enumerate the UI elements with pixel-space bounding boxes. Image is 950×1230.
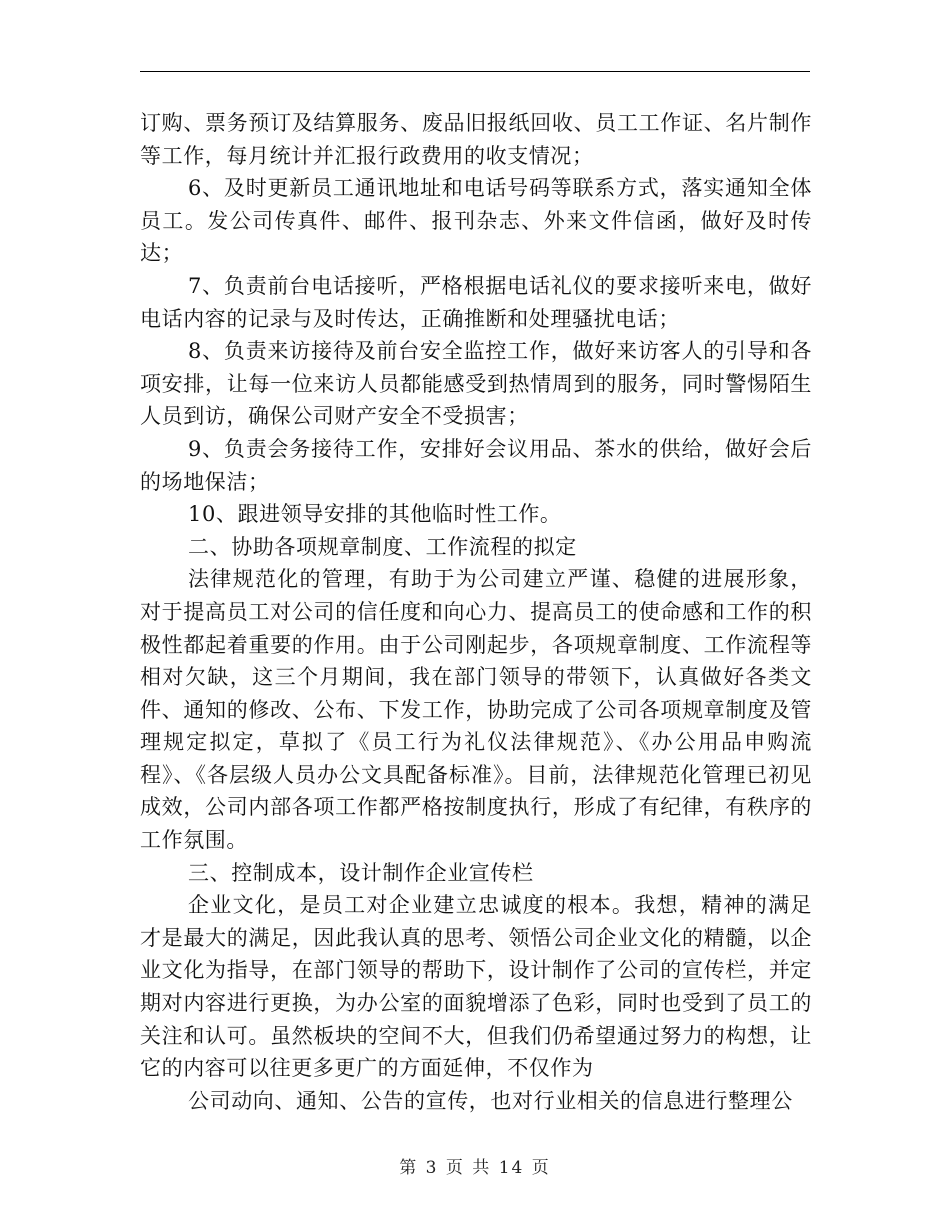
section-heading-3: 三、控制成本，设计制作企业宣传栏 — [188, 860, 534, 885]
header-rule — [140, 71, 810, 72]
page-number-footer: 第 3 页 共 14 页 — [399, 1158, 551, 1178]
paragraph-continued: 订购、票务预订及结算服务、废品旧报纸回收、员工工作证、名片制作等工作，每月统计并汇报行政费用的收支情况； — [140, 111, 812, 168]
paragraph-item-7: 7、负责前台电话接听，严格根据电话礼仪的要求接听来电，做好电话内容的记录与及时传达，正确推断和处理骚扰电话； — [140, 273, 812, 331]
paragraph-culture: 企业文化，是员工对企业建立忠诚度的根本。我想，精神的满足才是最大的满足，因此我认真的思考、领悟公司企业文化的精髓，以企业文化为指导，在部门领导的帮助下，设计制作了公司的宣传栏，并定期对内容进行更换，为办公室的面貌增添了色彩，同时也受到了员工的关注和认可。虽然板块的空间不大，但我们仍希望通过努力的构想，让它的内容可以往更多更广的方面延伸，不仅作为 — [140, 893, 812, 1081]
section-heading-2: 二、协助各项规章制度、工作流程的拟定 — [188, 534, 577, 559]
paragraph-item-9: 9、负责会务接待工作，安排好会议用品、茶水的供给，做好会后的场地保洁； — [140, 436, 812, 494]
paragraph-item-8: 8、负责来访接待及前台安全监控工作，做好来访客人的引导和各项安排，让每一位来访人员都能感受到热情周到的服务，同时警惕陌生人员到访，确保公司财产安全不受损害； — [140, 339, 812, 429]
paragraph-regulations: 法律规范化的管理，有助于为公司建立严谨、稳健的进展形象，对于提高员工对公司的信任度和向心力、提高员工的使命感和工作的积极性都起着重要的作用。由于公司刚起步，各项规章制度、工作流程等相对欠缺，这三个月期间，我在部门领导的带领下，认真做好各类文件、通知的修改、公布、下发工作，协助完成了公司各项规章制度及管理规定拟定，草拟了《员工行为礼仪法律规范》、《办公用品申购流程》、《各层级人员办公文具配备标准》。目前，法律规范化管理已初见成效，公司内部各项工作都严格按制度执行，形成了有纪律，有秩序的工作氛围。 — [140, 567, 812, 853]
paragraph-continues-next-page: 公司动向、通知、公告的宣传，也对行业相关的信息进行整理公 — [188, 1088, 793, 1113]
document-body — [140, 107, 812, 1117]
paragraph-item-6: 6、及时更新员工通讯地址和电话号码等联系方式，落实通知全体员工。发公司传真件、邮件、报刊杂志、外来文件信函，做好及时传达； — [140, 176, 812, 266]
paragraph-item-10: 10、跟进领导安排的其他临时性工作。 — [188, 502, 562, 527]
